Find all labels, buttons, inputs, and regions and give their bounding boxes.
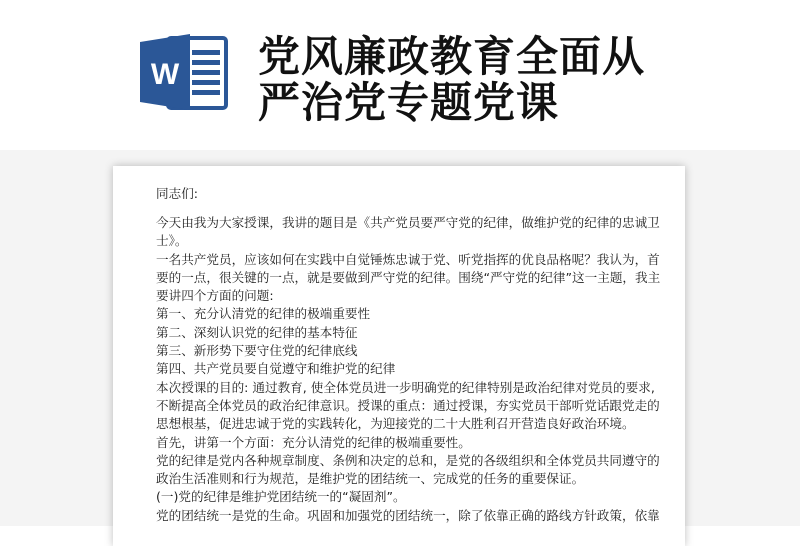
paragraph-line: 第四、共产党员要自觉遵守和维护党的纪律: [156, 361, 396, 377]
paragraph-line: 本次授课的目的: 通过教育, 使全体党员进一步明确党的纪律特别是政治纪律对党员的要求,: [156, 379, 655, 395]
paragraph-line: 今天由我为大家授课，我讲的题目是《共产党员要严守党的纪律，做维护党的纪律的忠诚卫: [156, 215, 660, 230]
title-line: 党风廉政教育全面从: [258, 32, 646, 81]
paragraph-line: 要的一点，很关键的一点，就是要做到严守党的纪律。围绕“严守党的纪律”这一主题，我主: [156, 269, 661, 285]
logo-letter: W: [150, 58, 180, 91]
greeting: 同志们:: [156, 186, 199, 201]
paragraph-line: 不断提高全体党员的政治纪律意识。授课的重点：通过授课，夯实党员干部听党话跟党走的: [156, 397, 660, 413]
paragraph-line: 一名共产党员，应该如何在实践中自觉锤炼忠诚于党、听党指挥的优良品格呢？我认为，首: [156, 251, 660, 267]
paragraph-line: 党的纪律是党内各种规章制度、条例和决定的总和，是党的各级组织和全体党员共同遵守的: [156, 452, 660, 468]
title-line: 严治党专题党课: [258, 78, 560, 127]
paragraph-line: 党的团结统一是党的生命。巩固和加强党的团结统一，除了依靠正确的路线方针政策，依靠: [156, 507, 660, 523]
paragraph-line: (一)党的纪律是维护党团结统一的“凝固剂”。: [156, 489, 406, 505]
paragraph-line: 思想根基，促进忠诚于党的实践转化，为迎接党的二十大胜利召开营造良好政治环境。: [156, 416, 635, 432]
paragraph-line: 士》。: [156, 233, 188, 249]
paragraph-line: 第二、深刻认识党的纪律的基本特征: [156, 324, 358, 340]
paragraph-line: 第一、充分认清党的纪律的极端重要性: [156, 306, 371, 322]
paragraph-line: 要讲四个方面的问题:: [156, 288, 274, 304]
document-body: [156, 184, 696, 525]
word-document-icon: [140, 32, 230, 112]
paragraph-line: 首先，讲第一个方面：充分认清党的纪律的极端重要性。: [156, 434, 471, 450]
page-title: [258, 34, 645, 126]
paragraph-line: 政治生活准则和行为规范，是维护党的团结统一、完成党的任务的重要保证。: [156, 471, 585, 487]
paragraph-line: 第三、新形势下要守住党的纪律底线: [156, 343, 358, 359]
